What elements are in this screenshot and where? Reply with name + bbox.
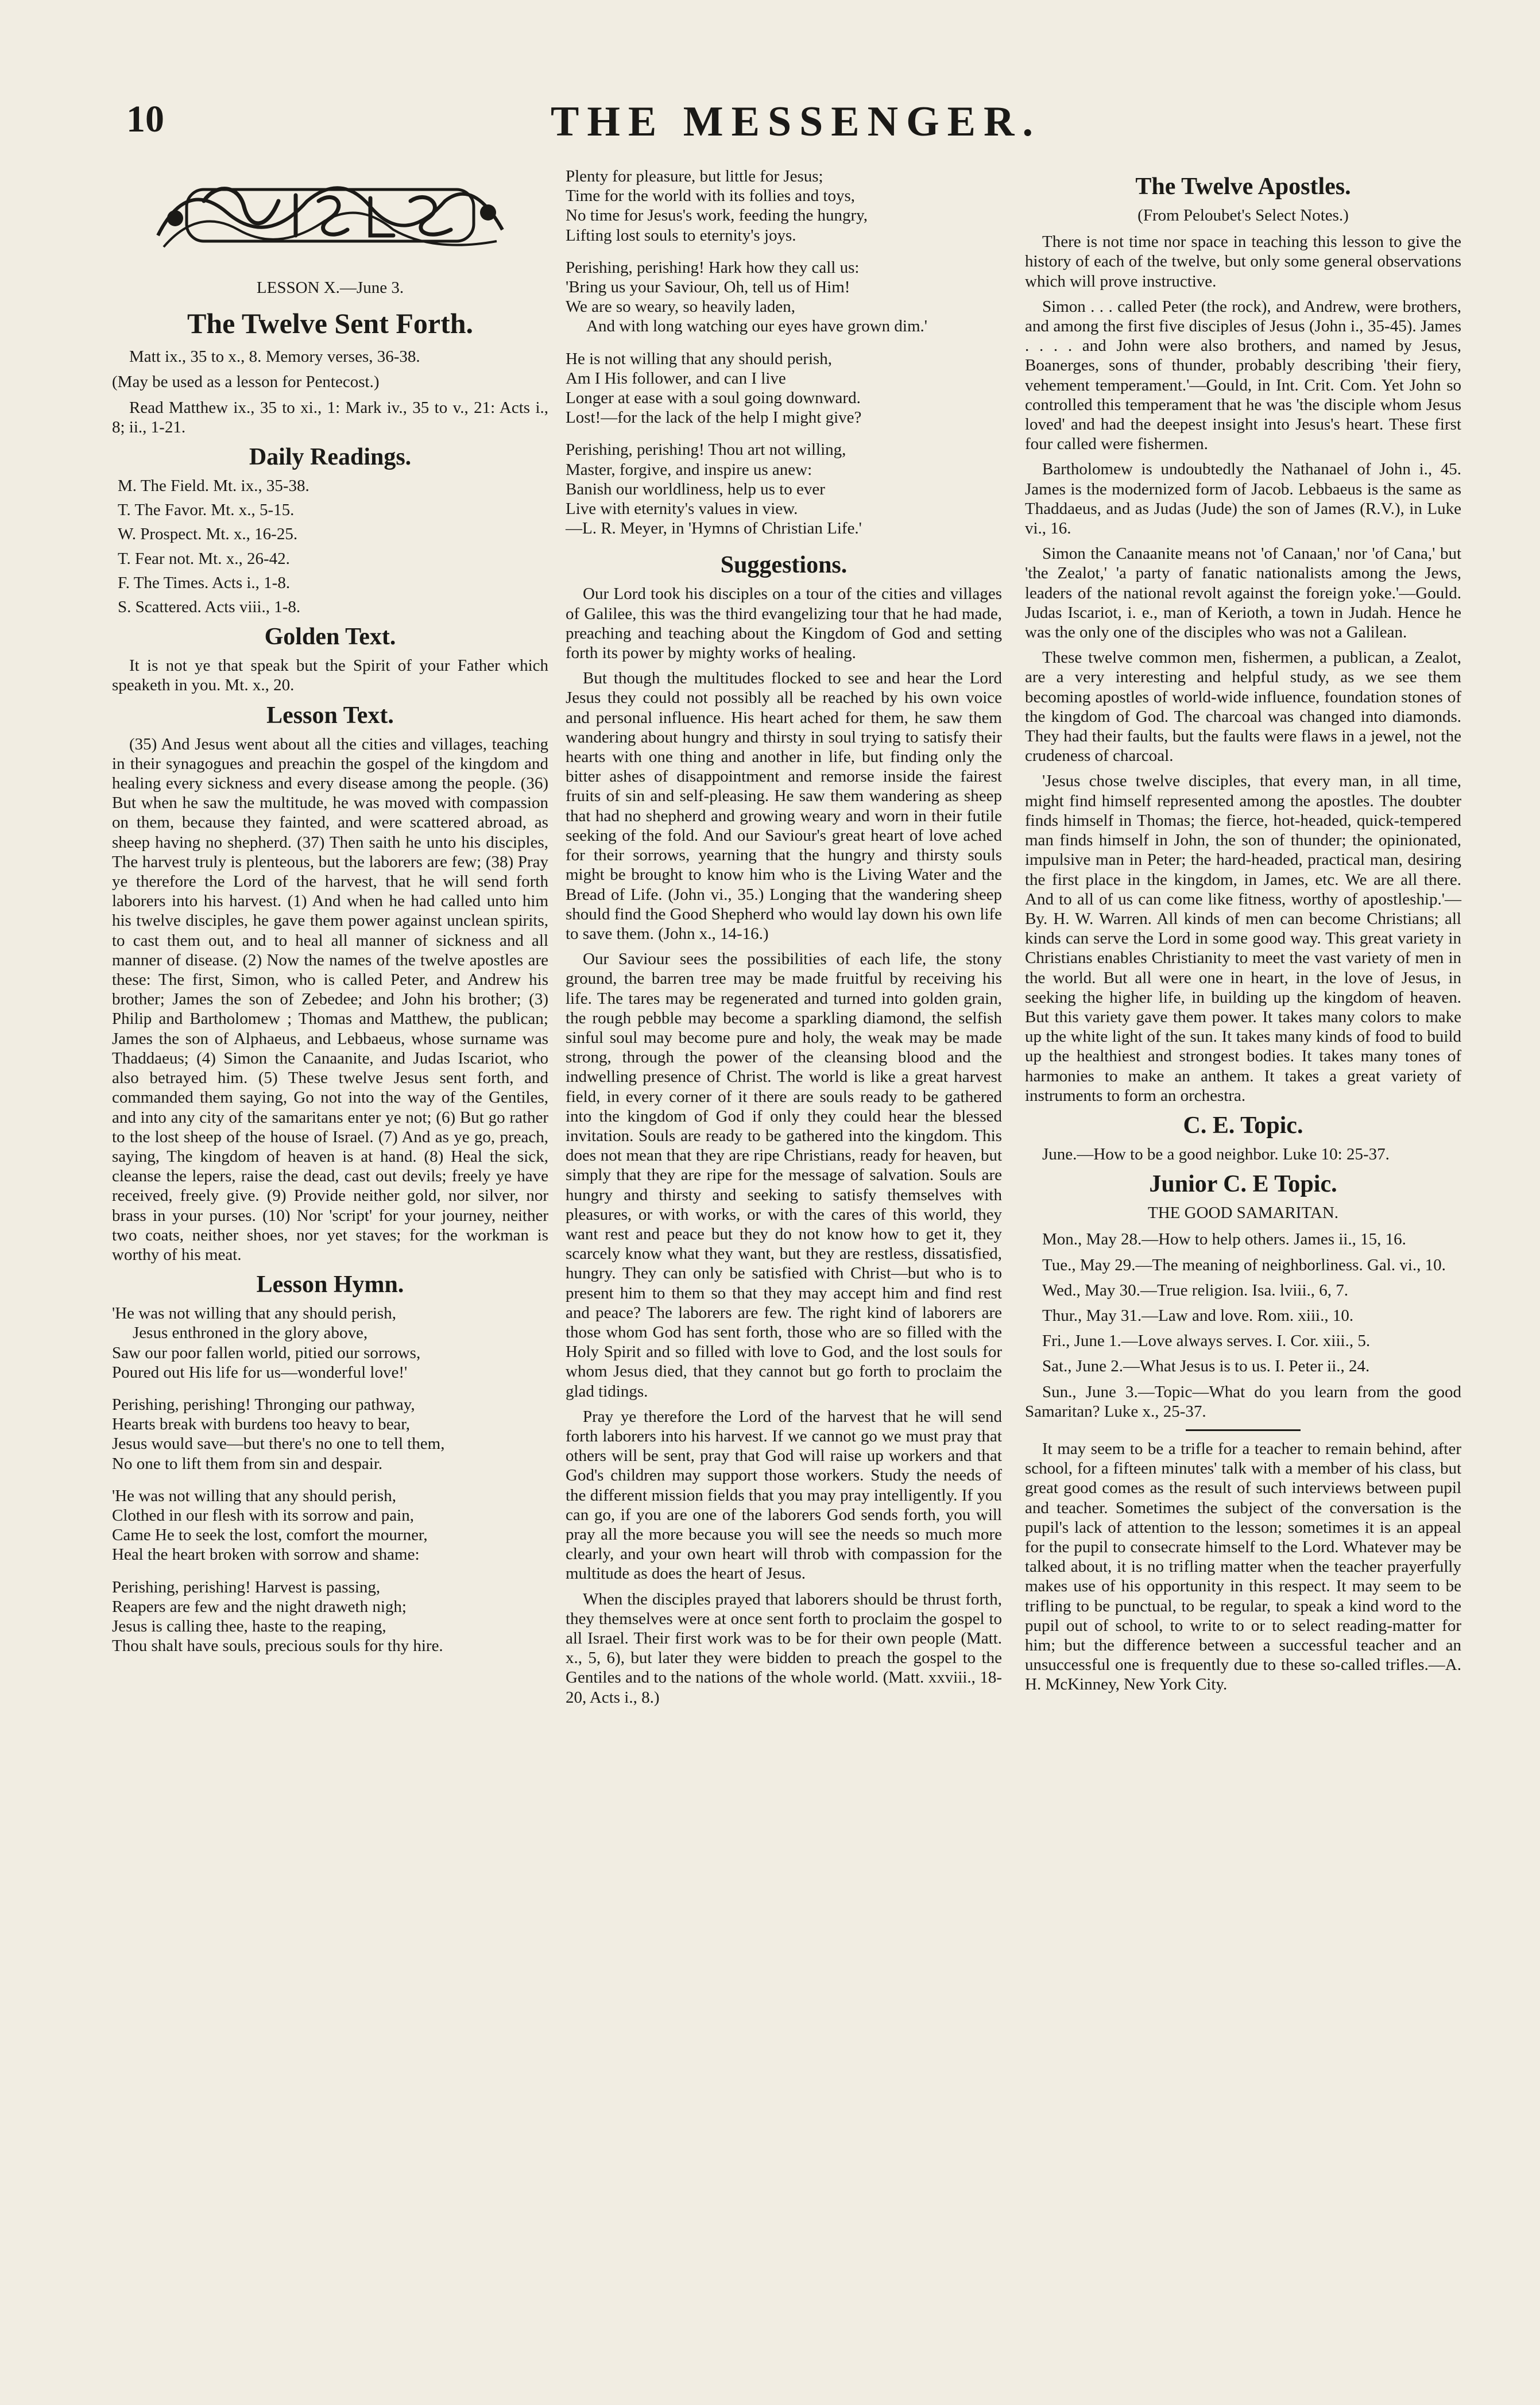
lesson-hymn-heading: Lesson Hymn. [256, 1271, 404, 1298]
suggestions-paragraph: But though the multitudes flocked to see and hear the Lord Jesus they could not possibly all be reached by his own voice and personal influence. His heart ached for them, he saw them wandering about hungry and thirsty in soul trying to satisfy their hearts with one thing and another in life, but finding only the bitter ashes of disappointment and remorse inside the fairest fruits of sin and self-pleasing. He saw them wandering as sheep that had no shepherd and growing weary and worn in their futile seeking of the fold. And our Saviour's great heart of love ached for their sorrows, yearning that the hungry and thirsty souls might be brought to know him who is the Living Water and the Bread of Life. (John vi., 35.) Longing that the wandering sheep should find the Good Shepherd who would lay down his own life to save them. (John x., 14-16.) [566, 669, 1002, 943]
junior-topic-item: Mon., May 28.—How to help others. James ii., 15, 16. [1042, 1230, 1406, 1249]
hymn-line: Jesus would save—but there's no one to tell them, [112, 1435, 445, 1453]
junior-ce-subtitle: THE GOOD SAMARITAN. [1148, 1204, 1338, 1223]
junior-topic-item: Sun., June 3.—Topic—What do you learn from the good Samaritan? Luke x., 25-37. [1025, 1382, 1461, 1421]
junior-topic-item: Thur., May 31.—Law and love. Rom. xiii., 10. [1042, 1306, 1354, 1325]
hymn-line: Banish our worldliness, help us to ever [566, 480, 825, 498]
section-divider [1186, 1429, 1301, 1431]
hymn-line: Time for the world with its follies and toys, [566, 187, 855, 206]
hymn-line: Live with eternity's values in view. [566, 500, 798, 519]
daily-readings-heading: Daily Readings. [249, 444, 412, 471]
golden-text-heading: Golden Text. [264, 624, 396, 651]
hymn-line: 'He was not willing that any should perish, [112, 1486, 396, 1505]
scripture-ref: Matt ix., 35 to x., 8. Memory verses, 36-38. [129, 347, 420, 366]
junior-topic-item: Fri., June 1.—Love always serves. I. Cor. xiii., 5. [1042, 1332, 1371, 1351]
hymn-line: And with long watching our eyes have grown dim.' [586, 317, 927, 336]
junior-topic-item: Wed., May 30.—True religion. Isa. lviii., 6, 7. [1042, 1281, 1349, 1300]
lesson-text-body: (35) And Jesus went about all the cities and villages, teaching in their synagogues and preachin the gospel of the kingdom and healing every sickness and every disease among the people. (36) But when he saw the multitude, he was moved with compassion on them, because they fainted, and were scattered abroad, as sheep having no shepherd. (37) Then saith he unto his disciples, The harvest truly is plenteous, but the laborers are few; (38) Pray ye therefore the Lord of the harvest, that he will send forth laborers into his harvest. (1) And when he had called unto him his twelve disciples, he gave them power against unclean spirits, to cast them out, and to heal all manner of sickness and all manner of disease. (2) Now the names of the twelve apostles are these: The first, Simon, who is called Peter, and Andrew his brother; James the son of Zebedee; and John his brother; (3) Philip and Bartholomew ; Thomas and Matthew, the publican; James the son of Alphaeus, and Lebbaeus, whose surname was Thaddaeus; (4) Simon the Canaanite, and Judas Iscariot, who also betrayed him. (5) These twelve Jesus sent forth, and commanded them saying, Go not into the way of the Gentiles, and into any city of the samaritans enter ye not; (6) But go rather to the lost sheep of the house of Israel. (7) And as ye go, preach, saying, The kingdom of heaven is at hand. (8) Heal the sick, cleanse the lepers, raise the dead, cast out devils; freely ye have received, freely give. (9) Provide neither gold, nor silver, nor brass in your purses. (10) Nor 'script' for your journey, neither two coats, neither shoes, nor yet staves; for the workman is worthy of his meat. [112, 734, 548, 1264]
column-right [1025, 167, 1461, 1700]
junior-topic-item: Tue., May 29.—The meaning of neighborliness. Gal. vi., 10. [1042, 1255, 1446, 1274]
hymn-line: We are so weary, so heavily laden, [566, 297, 796, 316]
page-header [126, 98, 1465, 161]
daily-reading: T. Fear not. Mt. x., 26-42. [118, 549, 290, 568]
apostles-source: (From Peloubet's Select Notes.) [1137, 206, 1349, 225]
suggestions-paragraph: Our Lord took his disciples on a tour of the cities and villages of Galilee, this was the third evangelizing tour that he had made, preaching and teaching about the Kingdom of God and setting forth its power by mighty works of healing. [566, 585, 1002, 663]
daily-reading: M. The Field. Mt. ix., 35-38. [118, 477, 309, 496]
pentecost-note: (May be used as a lesson for Pentecost.) [112, 373, 380, 392]
reading-ref: Read Matthew ix., 35 to xi., 1: Mark iv., 35 to v., 21: Acts i., 8; ii., 1-21. [112, 398, 548, 436]
teacher-paragraph: It may seem to be a trifle for a teacher to remain behind, after school, for a fifteen minutes' talk with a member of his class, but great good comes as the result of such interviews between pupil and teacher. Sometimes the subject of the conversation is the pupil's lack of attention to the lesson; sometimes it is an appeal for the pupil to consecrate himself to the Lord. Whatever may be talked about, it is no trifling matter when the teacher prayerfully makes use of his opportunity in this respect. It may seem to be trifling to be punctual, to be regular, to speak a kind word to the pupil out of school, to write to or to select reading-matter for him; but the difference between a successful teacher and an unsuccessful one is frequently due to these so-called trifles.—A. H. McKinney, New York City. [1025, 1439, 1461, 1694]
hymn-stanza [112, 1577, 548, 1656]
apostles-paragraph: Simon . . . called Peter (the rock), and Andrew, were brothers, and among the first five disciples of Jesus (John i., 35-45). James . . . . and John were also brothers, and named by Jesus, Boanerges, sons of thunder, probably describing 'their fiery, vehement temperament.'—Gould, in Int. Crit. Com. Yet John so controlled this temperament that he was 'the disciple whom Jesus loved' and had the deepest insight into Jesus's heart. These first four called were fishermen. [1025, 297, 1461, 454]
hymn-line: Jesus enthroned in the glory above, [133, 1324, 368, 1343]
junior-topic-item: Sat., June 2.—What Jesus is to us. I. Peter ii., 24. [1042, 1357, 1370, 1376]
hymn-line: He is not willing that any should perish, [566, 349, 832, 368]
apostles-paragraph: These twelve common men, fishermen, a publican, a Zealot, are a very interesting and helpful study, as we see them becoming apostles of world-wide influence, foundation stones of the kingdom of God. The charcoal was changed into diamonds. They had their faults, but the faults were flaws in a jewel, not the crudeness of charcoal. [1025, 648, 1461, 765]
apostles-heading: The Twelve Apostles. [1135, 173, 1351, 200]
hymn-line: Lost!—for the lack of the help I might give? [566, 408, 862, 427]
masthead-title: THE MESSENGER. [551, 98, 1041, 145]
hymn-line: Am I His follower, and can I live [566, 369, 786, 388]
hymn-line: Perishing, perishing! Thou art not willing, [566, 440, 846, 459]
junior-ce-heading: Junior C. E Topic. [1149, 1171, 1337, 1198]
hymn-line: Jesus is calling thee, haste to the reaping, [112, 1617, 386, 1635]
apostles-paragraph: 'Jesus chose twelve disciples, that every man, in all time, might find himself represented among the apostles. The doubter finds himself in Thomas; the fierce, hot-headed, quick-tempered man finds himself in John, the son of thunder; the opinionated, impulsive man in Peter; the hard-headed, practical man, desiring the first place in the kingdom, in James, etc. We are all there. And to all of us can come like fitness, worthy of apostleship.'—By. H. W. Warren. All kinds of men can become Christians; all kinds can serve the Lord in some good way. This great variety in Christians enables Christianity to meet the vast variety of men in the world. But all were one in heart, in the love of Jesus, in seeking the higher life, in building up the kingdom of heaven. But this variety gave them power. It takes many colors to make up the white light of the sun. It takes many kinds of food to build up the healthiest and strongest bodies. It takes many tones of harmonies to make an anthem. It takes a great variety of instruments to form an orchestra. [1025, 772, 1461, 1105]
apostles-paragraph: Simon the Canaanite means not 'of Canaan,' nor 'of Cana,' but 'the Zealot,' 'a party of fanatic nationalists among the Jews, leaders of the national revolt against the foreign yoke.'—Gould. Judas Iscariot, i. e., man of Kerioth, a town in Judah. Hence he was the only one of the disciples who was not a Galilean. [1025, 544, 1461, 642]
hymn-line: Perishing, perishing! Hark how they call us: [566, 258, 860, 277]
daily-reading: T. The Favor. Mt. x., 5-15. [118, 501, 295, 520]
hymn-line: 'He was not willing that any should perish, [112, 1304, 396, 1323]
hymn-line: 'Bring us your Saviour, Oh, tell us of Him! [566, 278, 850, 297]
hymn-line: Clothed in our flesh with its sorrow and pain, [112, 1506, 414, 1525]
hymn-stanza [112, 1486, 548, 1565]
hymn-line: Lifting lost souls to eternity's joys. [566, 226, 796, 245]
suggestions-paragraph: Our Saviour sees the possibilities of each life, the stony ground, the barren tree may be made fruitful by receiving his life. The tares may be regenerated and turned into golden grain, the rough pebble may become a sparkling diamond, the selfish sinful soul may become pure and holy, the weak may be made strong, through the power of the cleansing blood and the indwelling presence of Christ. The world is like a great harvest field, in every corner of it there are souls ready to be gathered into the kingdom of God if only they could hear the blessed invitation. Souls are ready to be gathered into the kingdom. This does not mean that they are ripe Christians, ready for heaven, but simply that they are ripe for the message of salvation. Souls are hungry and thirsty and seeking to satisfy themselves with pleasures, or with works, or with the cares of this world, they want rest and peace but they do not know how to get it, they scarcely know what they want, but they are restless, dissatisfied, hungry. They can only be satisfied with Christ—but who is to present him to them so that they may accept him and find rest and peace? The laborers are few. The right kind of laborers are those whom God has sent forth, those who are so filled with the Holy Spirit and so filled with love to God, and the lost souls for whom Jesus died, that they cannot but go forth to proclaim the glad tidings. [566, 950, 1002, 1401]
suggestions-heading: Suggestions. [720, 552, 848, 579]
hymn-stanza [112, 1304, 548, 1382]
column-middle [566, 167, 1002, 1713]
ce-topic-text: June.—How to be a good neighbor. Luke 10: 25-37. [1042, 1144, 1390, 1163]
page-number: 10 [126, 98, 164, 140]
hymn-line: Reapers are few and the night draweth nigh; [112, 1597, 407, 1616]
hymn-line: Master, forgive, and inspire us anew: [566, 460, 812, 479]
hymn-line: Thou shalt have souls, precious souls for thy hire. [112, 1637, 443, 1656]
hymn-line: Heal the heart broken with sorrow and shame: [112, 1545, 420, 1564]
hymn-line: Perishing, perishing! Thronging our pathway, [112, 1395, 415, 1414]
hymn-line: No time for Jesus's work, feeding the hungry, [566, 206, 868, 225]
suggestions-paragraph: Pray ye therefore the Lord of the harvest that he will send forth laborers into his harvest. If we cannot go we must pray that others will be sent, pray that God will raise up workers and that God's children may support those workers. Study the needs of the different mission fields that you may pray intelligently. If you can go, if you are one of the laborers God sends forth, you will pray all the more because you will see the needs so much more clearly, and your own heart will throb with compassion for the multitude as does the heart of Jesus. [566, 1407, 1002, 1583]
daily-reading: S. Scattered. Acts viii., 1-8. [118, 598, 301, 617]
hymn-stanza [112, 1395, 548, 1474]
hymn-line: No one to lift them from sin and despair. [112, 1454, 383, 1473]
hymn-stanza [566, 167, 1002, 245]
sunday-school-logo [152, 167, 508, 264]
hymn-line: Plenty for pleasure, but little for Jesus; [566, 167, 823, 185]
daily-reading: W. Prospect. Mt. x., 16-25. [118, 525, 298, 544]
daily-reading: F. The Times. Acts i., 1-8. [118, 573, 291, 592]
apostles-paragraph: There is not time nor space in teaching this lesson to give the history of each of the twelve, but only some general observations which will prove instructive. [1025, 233, 1461, 291]
hymn-line: Longer at ease with a soul going downward. [566, 389, 861, 408]
hymn-stanza [566, 349, 1002, 428]
ce-topic-heading: C. E. Topic. [1183, 1112, 1303, 1139]
hymn-attribution: —L. R. Meyer, in 'Hymns of Christian Life.' [566, 519, 862, 538]
hymn-line: Perishing, perishing! Harvest is passing, [112, 1577, 381, 1596]
lesson-text-heading: Lesson Text. [266, 702, 394, 729]
golden-text: It is not ye that speak but the Spirit of your Father which speaketh in you. Mt. x., 20. [112, 656, 548, 695]
suggestions-paragraph: When the disciples prayed that laborers should be thrust forth, they themselves were at once sent forth to proclaim the gospel to all Israel. Their first work was to be for their own people (Matt. x., 5, 6), but later they were bidden to preach the gospel to the Gentiles and to the nations of the whole world. (Matt. xxviii., 18-20, Acts i., 8.) [566, 1590, 1002, 1707]
hymn-line: Saw our poor fallen world, pitied our sorrows, [112, 1343, 421, 1362]
hymn-stanza [566, 258, 1002, 337]
hymn-line: Poured out His life for us—wonderful love!' [112, 1363, 408, 1382]
lesson-title: The Twelve Sent Forth. [187, 307, 474, 340]
hymn-stanza [566, 440, 1002, 538]
apostles-paragraph: Bartholomew is undoubtedly the Nathanael of John i., 45. James is the modernized form of Jacob. Lebbaeus is the same as Thaddaeus, and as Judas (Jude) the son of James (R.V.), in Luke vi., 16. [1025, 460, 1461, 538]
column-left [112, 167, 548, 1668]
hymn-line: Hearts break with burdens too heavy to bear, [112, 1415, 411, 1434]
hymn-line: Came He to seek the lost, comfort the mourner, [112, 1526, 428, 1545]
lesson-label: LESSON X.—June 3. [256, 279, 404, 297]
